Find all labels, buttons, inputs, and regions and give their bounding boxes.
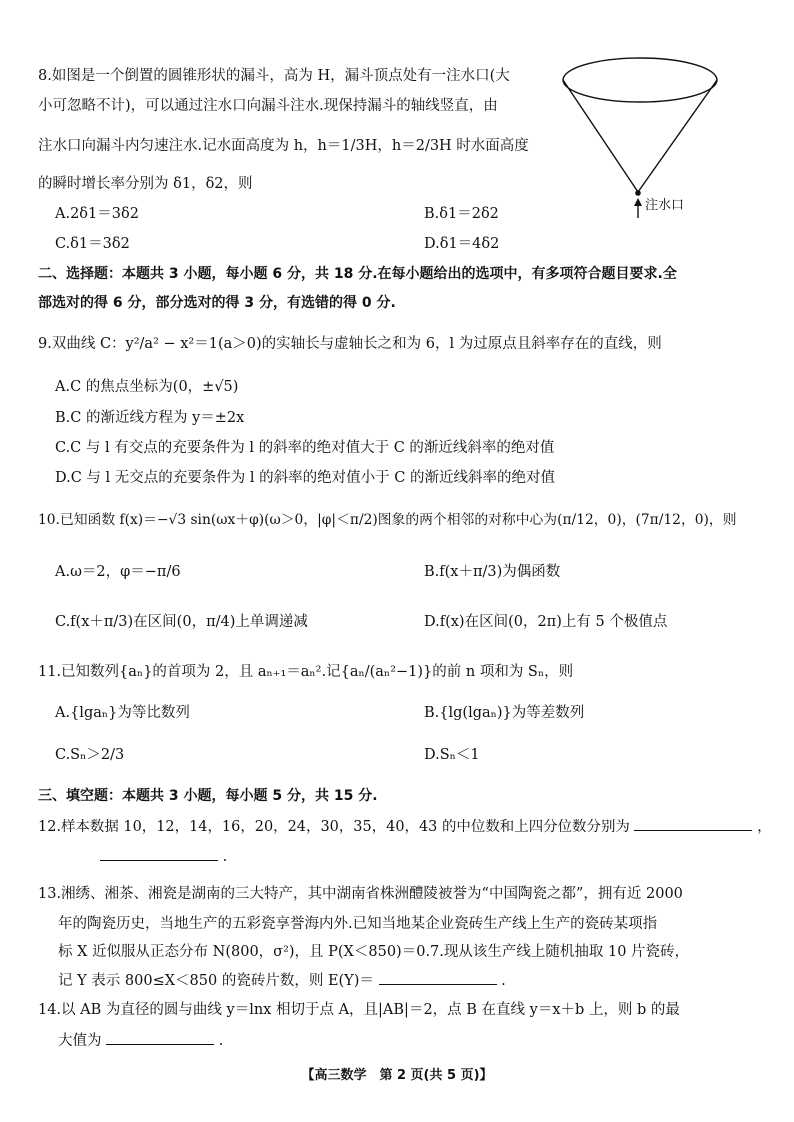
q12-line-1 [38,816,772,837]
q11-option-b: B.{lg(lgaₙ)}为等差数列 [424,705,585,721]
q12-line-2 [100,846,227,867]
q13-end: . [501,973,506,989]
q8-option-a: A.2δ1＝3δ2 [55,206,139,222]
q8-option-b: B.δ1＝2δ2 [424,206,499,222]
q11-option-c: C.Sₙ＞2/3 [55,747,125,763]
q12-end: . [222,849,228,865]
q13-line-2: 年的陶瓷历史，当地生产的五彩瓷享誉海内外.已知当地某企业瓷砖生产线上生产的瓷砖某项指 [58,916,658,932]
q13-line-1: 13.湘绣、湘茶、湘瓷是湖南的三大特产，其中湖南省株洲醴陵被誉为“中国陶瓷之都”，拥有近 2000 [38,886,683,902]
q8-line-4: 的瞬时增长率分别为 δ1，δ2，则 [38,176,253,192]
q8-line-1: 8.如图是一个倒置的圆锥形状的漏斗，高为 H，漏斗顶点处有一注水口(大 [38,68,510,84]
section-3-title: 三、填空题：本题共 3 小题，每小题 5 分，共 15 分. [38,788,378,804]
q13-answer-blank[interactable] [379,970,497,985]
q13-line-4 [58,970,506,991]
q8-option-c: C.δ1＝3δ2 [55,236,130,252]
q9-option-a: A.C 的焦点坐标为(0，±√5) [55,379,239,395]
q14-end: . [218,1033,224,1049]
q9-option-b: B.C 的渐近线方程为 y＝±2x [55,410,245,426]
q11-option-a: A.{lgaₙ}为等比数列 [55,705,190,721]
funnel-inlet-label: 注水口 [645,198,685,213]
q14-line-2 [58,1030,223,1051]
section-2-subtitle: 部选对的得 6 分，部分选对的得 3 分，有选错的得 0 分. [38,295,396,311]
q10-option-b: B.f(x＋π/3)为偶函数 [424,564,561,580]
q8-line-2: 小可忽略不计)，可以通过注水口向漏斗注水.现保持漏斗的轴线竖直，由 [38,98,498,114]
q14-stem-end: 大值为 [58,1033,102,1049]
q9-stem: 9.双曲线 C：y²/a² − x²＝1(a＞0)的实轴长与虚轴长之和为 6，l 为过原点且斜率存在的直线，则 [38,336,662,352]
q14-line-1: 14.以 AB 为直径的圆与曲线 y＝lnx 相切于点 A，且|AB|＝2，点 B 在直线 y＝x＋b 上，则 b 的最 [38,1002,680,1018]
q13-line-3: 标 X 近似服从正态分布 N(800，σ²)，且 P(X＜850)＝0.7.现从该生产线上随机抽取 10 片瓷砖， [58,944,690,960]
q9-option-c: C.C 与 l 有交点的充要条件为 l 的斜率的绝对值大于 C 的渐近线斜率的绝对值 [55,440,555,456]
q10-option-d: D.f(x)在区间(0，2π)上有 5 个极值点 [424,614,668,630]
q8-line-3: 注水口向漏斗内匀速注水.记水面高度为 h，h＝1/3H，h＝2/3H 时水面高度 [38,138,529,154]
q14-answer-blank[interactable] [106,1030,214,1045]
page-footer: 【高三数学 第 2 页(共 5 页)】 [301,1068,493,1083]
q10-stem: 10.已知函数 f(x)＝−√3 sin(ωx＋φ)(ω＞0，|φ|＜π/2)图象的两个相邻的对称中心为(π/12，0)，(7π/12，0)，则 [38,512,737,528]
q11-stem: 11.已知数列{aₙ}的首项为 2，且 aₙ₊₁＝aₙ².记{aₙ/(aₙ²−1)}的前 n 项和为 Sₙ，则 [38,664,574,680]
q11-option-d: D.Sₙ＜1 [424,747,480,763]
q13-stem-end: 记 Y 表示 800≤X＜850 的瓷砖片数，则 E(Y)＝ [58,973,374,989]
q12-answer-blank-1[interactable] [634,816,752,831]
q10-option-a: A.ω＝2，φ＝−π/6 [55,564,181,580]
q12-comma: ， [757,819,772,835]
q12-stem: 12.样本数据 10，12，14，16，20，24，30，35，40，43 的中位数和上四分位数分别为 [38,819,630,835]
q9-option-d: D.C 与 l 无交点的充要条件为 l 的斜率的绝对值小于 C 的渐近线斜率的绝对值 [55,470,555,486]
section-2-title: 二、选择题：本题共 3 小题，每小题 6 分，共 18 分.在每小题给出的选项中，有多项符合题目要求.全 [38,266,677,282]
q8-option-d: D.δ1＝4δ2 [424,236,500,252]
q12-answer-blank-2[interactable] [100,846,218,861]
q10-option-c: C.f(x＋π/3)在区间(0，π/4)上单调递减 [55,614,308,630]
